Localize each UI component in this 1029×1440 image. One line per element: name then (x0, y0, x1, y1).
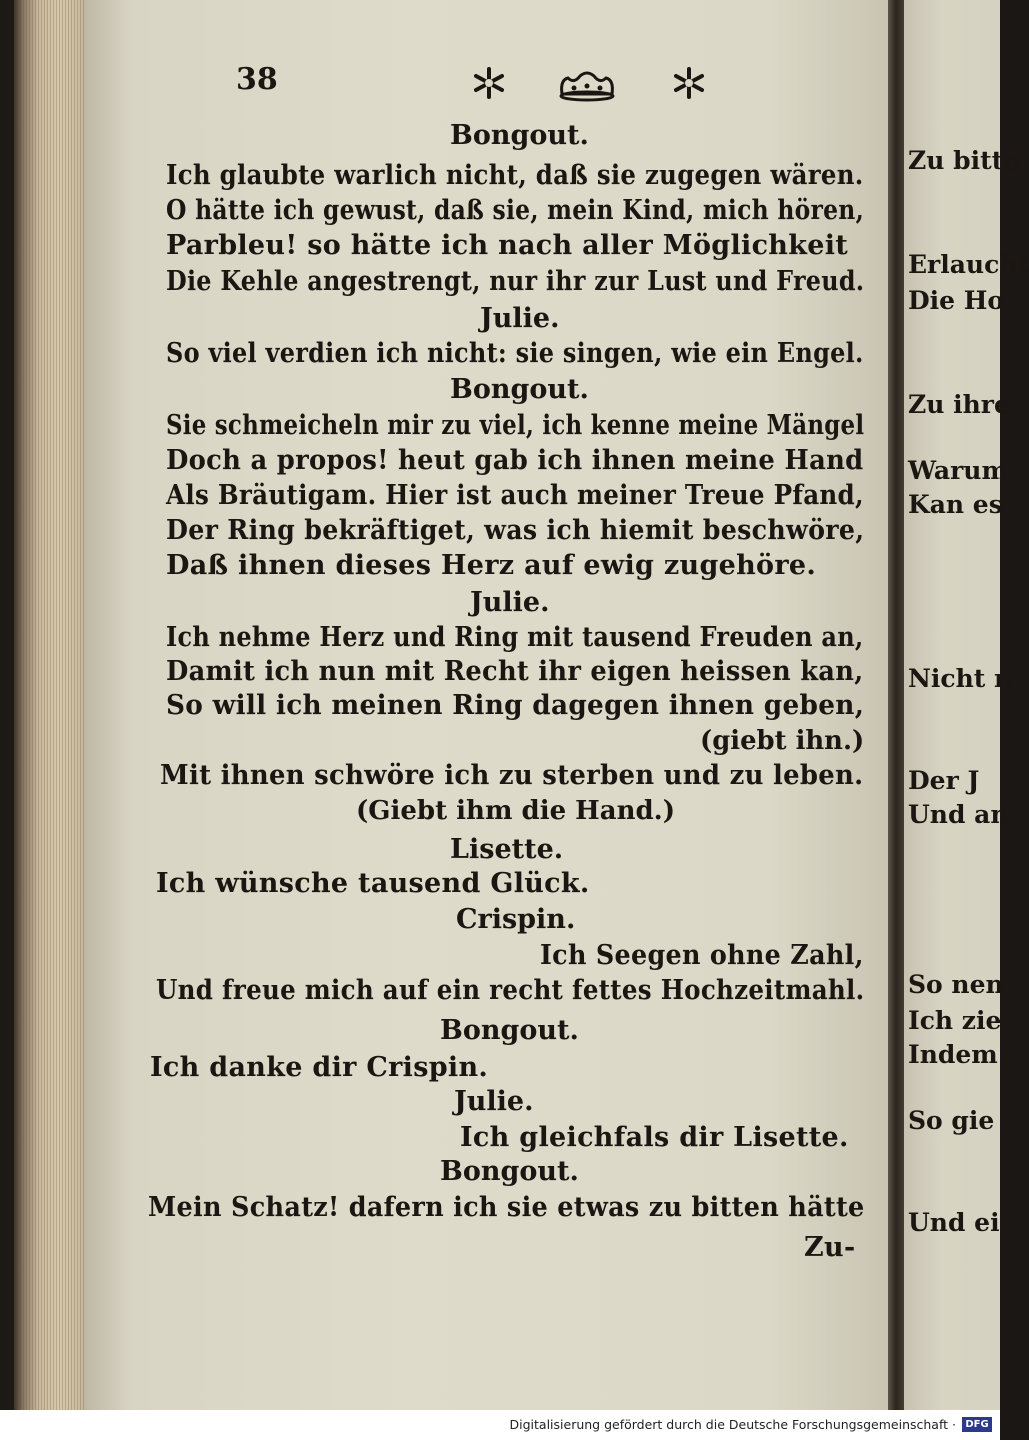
verse-line: Ich nehme Herz und Ring mit tausend Freuden an, (166, 622, 864, 653)
fragment-line: Nicht n (908, 664, 1013, 693)
book-page-right-fragment (904, 0, 1029, 1410)
verse-line: Der Ring bekräftiget, was ich hiemit beschwöre, (166, 515, 865, 546)
funding-notice: Digitalisierung gefördert durch die Deutsche Forschungsgemeinschaft · (509, 1417, 956, 1432)
page-stack-edge (14, 0, 94, 1410)
fragment-line: Der J (908, 766, 980, 795)
verse-line: Parbleu! so hätte ich nach aller Möglichkeit (166, 230, 849, 261)
fragment-line: So nen (908, 970, 1004, 999)
fragment-line: Warum (908, 456, 1008, 485)
fragment-line: Und an (908, 800, 1009, 829)
asterisk-flower-icon (472, 66, 506, 100)
speaker-name: Lisette. (450, 834, 564, 865)
crown-icon (556, 68, 618, 102)
verse-line: Ich Seegen ohne Zahl, (540, 940, 864, 971)
speaker-name: Julie. (480, 303, 560, 334)
speaker-name: Bongout. (440, 1015, 579, 1046)
fragment-line: Zu ihre (908, 390, 1010, 419)
fragment-line: Ich zie (908, 1006, 1002, 1035)
verse-line: Ich danke dir Crispin. (150, 1052, 489, 1083)
fragment-line: Die Ho (908, 286, 1005, 315)
book-page-left (84, 0, 890, 1410)
stage-direction: (giebt ihn.) (700, 726, 865, 756)
verse-line: Die Kehle angestrengt, nur ihr zur Lust und Freud. (166, 266, 865, 297)
verse-line: Mit ihnen schwöre ich zu sterben und zu leben. (160, 760, 864, 791)
verse-line: So viel verdien ich nicht: sie singen, wie ein Engel. (166, 338, 864, 369)
verse-line: Und freue mich auf ein recht fettes Hochzeitmahl. (156, 975, 865, 1006)
speaker-name: Crispin. (456, 904, 576, 935)
verse-line: Ich wünsche tausend Glück. (156, 868, 590, 899)
verse-line: Damit ich nun mit Recht ihr eigen heissen kan, (166, 656, 864, 687)
verse-line: Doch a propos! heut gab ich ihnen meine Hand (166, 445, 864, 476)
fragment-line: Kan es (908, 490, 1003, 519)
fragment-line: Und ei (908, 1208, 1000, 1237)
fragment-line: Erlaucht (908, 250, 1029, 279)
speaker-name: Bongout. (440, 1156, 579, 1187)
verse-line: Mein Schatz! dafern ich sie etwas zu bitten hätte (148, 1192, 865, 1223)
verse-line: So will ich meinen Ring dagegen ihnen geben, (166, 690, 865, 721)
speaker-name: Bongout. (450, 374, 589, 405)
verse-line: Sie schmeicheln mir zu viel, ich kenne meine Mängel (166, 410, 865, 441)
speaker-name: Bongout. (450, 120, 589, 151)
dfg-logo: DFG (962, 1417, 992, 1432)
speaker-name: Julie. (470, 587, 550, 618)
page-header (236, 62, 706, 112)
speaker-name: Julie. (454, 1086, 534, 1117)
verse-line: Ich gleichfals dir Lisette. (460, 1122, 849, 1153)
page-number: 38 (236, 62, 278, 97)
stage-direction: (Giebt ihm die Hand.) (356, 796, 676, 826)
asterisk-flower-icon (672, 66, 706, 100)
verse-line: Daß ihnen dieses Herz auf ewig zugehöre. (166, 550, 817, 581)
fragment-line: So gie (908, 1106, 995, 1135)
verse-line: O hätte ich gewust, daß sie, mein Kind, mich hören, (166, 195, 865, 226)
verse-line: Ich glaubte warlich nicht, daß sie zugegen wären. (166, 160, 864, 191)
catchword: Zu- (804, 1232, 856, 1263)
fragment-line: Indem (908, 1040, 998, 1069)
funding-footer (0, 1410, 1000, 1440)
verse-line: Als Bräutigam. Hier ist auch meiner Treue Pfand, (166, 480, 864, 511)
fragment-line: Zu bitte (908, 146, 1020, 175)
